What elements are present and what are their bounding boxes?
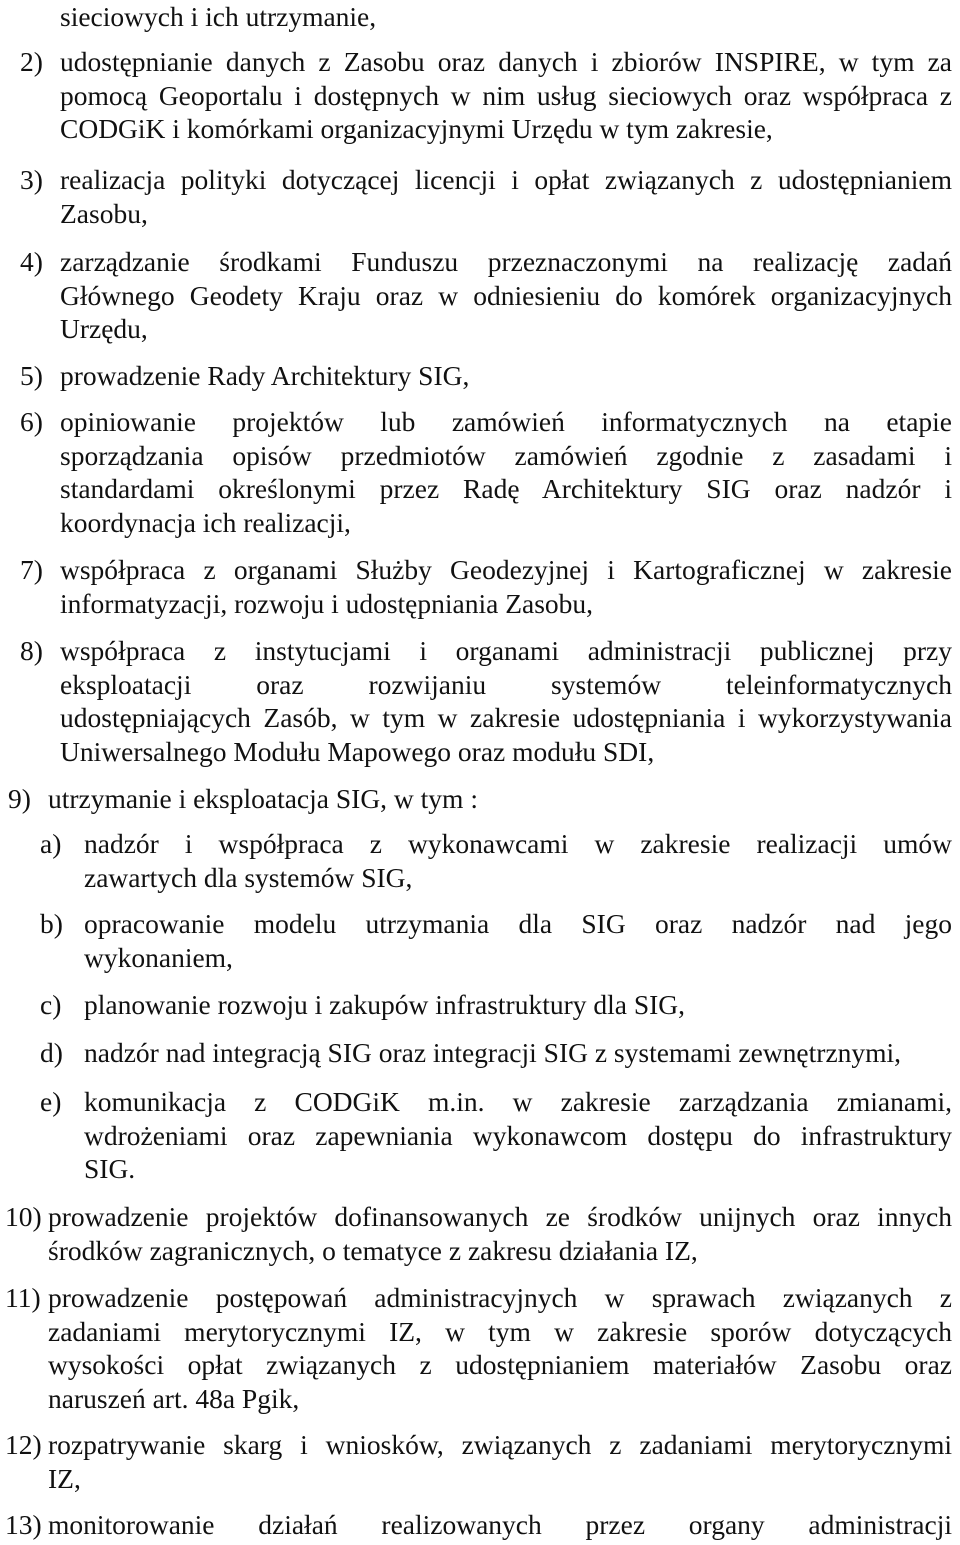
text-line: realizacja polityki dotyczącej licencji i opłat związanych z udostępnianiem: [60, 164, 952, 195]
list-item-7: [20, 553, 952, 620]
list-item-12: [5, 1428, 952, 1495]
sub-item-b: [40, 907, 952, 974]
text-line: SIG.: [84, 1153, 136, 1184]
text-line: komunikacja z CODGiK m.in. w zakresie zarządzania zmianami,: [84, 1086, 952, 1117]
text-line: nadzór i współpraca z wykonawcami w zakresie realizacji umów: [84, 828, 952, 859]
text-line: wykonaniem,: [84, 941, 233, 973]
item-number: 12): [5, 1429, 42, 1460]
text-line: środków zagranicznych, o tematyce z zakresu działania IZ,: [48, 1234, 698, 1266]
list-item-2: [20, 45, 952, 146]
item-number: 2): [20, 46, 43, 77]
sub-item-letter: b): [40, 908, 63, 939]
text-line: standardami określonymi przez Radę Architektury SIG oraz nadzór i: [60, 473, 952, 504]
sub-item-d: [40, 1036, 952, 1070]
text-line: prowadzenie Rady Architektury SIG,: [60, 360, 470, 391]
item-number: 7): [20, 554, 43, 585]
item-number: 6): [20, 406, 43, 437]
list-item-10: [5, 1200, 952, 1267]
text-line: informatyzacji, rozwoju i udostępniania Zasobu,: [60, 587, 594, 619]
item-number: 5): [20, 360, 43, 391]
item-number: 13): [5, 1509, 42, 1540]
text-line: rozpatrywanie skarg i wniosków, związanych z zadaniami merytorycznymi: [48, 1429, 952, 1460]
sub-item-a: [40, 827, 952, 894]
list-item-11: [5, 1281, 952, 1415]
text-line: udostępniających Zasób, w tym w zakresie udostępniania i wykorzystywania: [60, 702, 952, 733]
item-number: 8): [20, 635, 43, 666]
text-line: wysokości opłat związanych z udostępnianiem materiałów Zasobu oraz: [48, 1349, 952, 1380]
text-line: sieciowych i ich utrzymanie,: [60, 1, 377, 32]
list-item-3: [20, 163, 952, 230]
text-line: nadzór nad integracją SIG oraz integracji SIG z systemami zewnętrznymi,: [84, 1037, 902, 1068]
text-line: Uniwersalnego Modułu Mapowego oraz modułu SDI,: [60, 735, 655, 767]
item-number: 3): [20, 164, 43, 195]
text-line: opracowanie modelu utrzymania dla SIG oraz nadzór nad jego: [84, 908, 952, 939]
list-item-9: [8, 782, 952, 816]
sub-item-letter: d): [40, 1037, 63, 1068]
item-number: 10): [5, 1201, 42, 1232]
text-line: Głównego Geodety Kraju oraz w odniesieniu do komórek organizacyjnych: [60, 279, 952, 311]
text-line: koordynacja ich realizacji,: [60, 506, 351, 538]
list-item-8: [20, 634, 952, 768]
text-line: CODGiK i komórkami organizacyjnymi Urzędu w tym zakresie,: [60, 113, 773, 144]
text-line: zarządzanie środkami Funduszu przeznaczonymi na realizację zadań: [60, 246, 952, 277]
text-line: wdrożeniami oraz zapewniania wykonawcom dostępu do infrastruktury: [84, 1119, 952, 1151]
text-line: współpraca z instytucjami i organami administracji publicznej przy: [60, 635, 952, 666]
sub-item-e: [40, 1085, 952, 1186]
text-line: opiniowanie projektów lub zamówień informatycznych na etapie: [60, 406, 952, 437]
text-line: zadaniami merytorycznymi IZ, w tym w zakresie sporów dotyczących: [48, 1315, 952, 1347]
list-item-4: [20, 245, 952, 346]
list-item-5: [20, 359, 952, 393]
text-line: utrzymanie i eksploatacja SIG, w tym :: [48, 783, 478, 814]
list-item-13: [5, 1508, 952, 1542]
text-line: Urzędu,: [60, 313, 148, 344]
text-line: udostępnianie danych z Zasobu oraz danych i zbiorów INSPIRE, w tym za: [60, 46, 952, 77]
text-line: Zasobu,: [60, 197, 148, 229]
sub-item-letter: a): [40, 828, 62, 859]
text-line: prowadzenie projektów dofinansowanych ze środków unijnych oraz innych: [48, 1201, 952, 1232]
sub-item-letter: c): [40, 989, 62, 1020]
text-line: eksploatacji oraz rozwijaniu systemów teleinformatycznych: [60, 668, 952, 700]
list-item-6: [20, 405, 952, 539]
item-number: 4): [20, 246, 43, 277]
text-line: monitorowanie działań realizowanych przez organy administracji: [48, 1509, 952, 1540]
text-line: naruszeń art. 48a Pgik,: [48, 1382, 300, 1414]
item-number: 11): [5, 1282, 41, 1313]
text-line: zawartych dla systemów SIG,: [84, 861, 413, 893]
text-line: IZ,: [48, 1462, 81, 1494]
text-line: pomocą Geoportalu i dostępnych w nim usług sieciowych oraz współpraca z: [60, 79, 952, 111]
text-line: planowanie rozwoju i zakupów infrastruktury dla SIG,: [84, 989, 686, 1020]
text-line: współpraca z organami Służby Geodezyjnej i Kartograficznej w zakresie: [60, 554, 952, 585]
sub-item-letter: e): [40, 1086, 62, 1117]
item-number: 9): [8, 783, 31, 814]
text-line: sporządzania opisów przedmiotów zamówień zgodnie z zasadami i: [60, 439, 952, 471]
text-line: prowadzenie postępowań administracyjnych w sprawach związanych z: [48, 1282, 952, 1313]
sub-item-c: [40, 988, 952, 1022]
